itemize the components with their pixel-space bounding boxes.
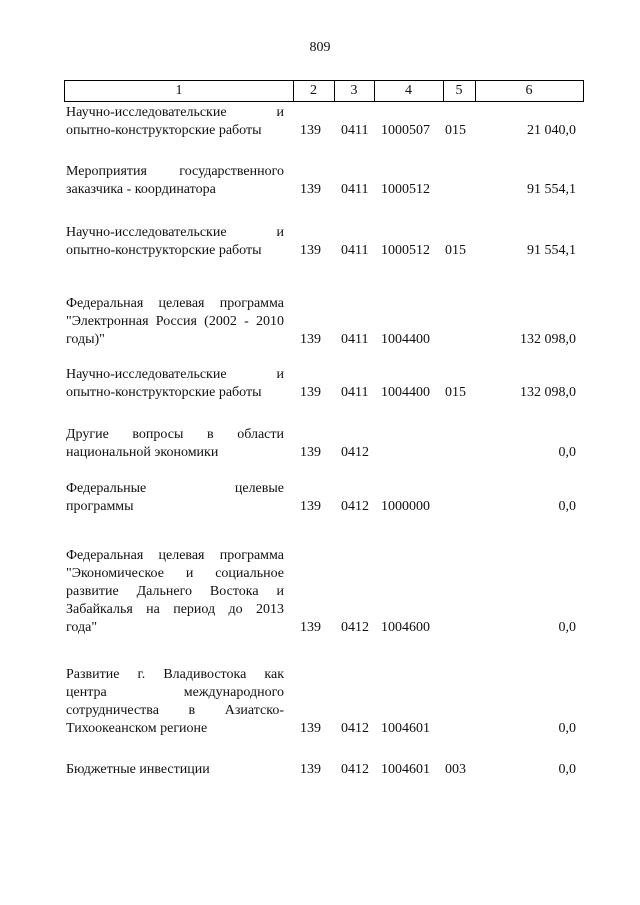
row-description — [66, 295, 284, 349]
description-line: развитие Дальнего Востока и — [66, 584, 284, 599]
row-description — [66, 366, 284, 402]
cell-c4: 1004601 — [381, 762, 430, 777]
description-line: Научно-исследовательские и — [66, 225, 284, 240]
cell-c3: 0411 — [341, 332, 369, 347]
cell-c4: 1000512 — [381, 243, 430, 258]
table-row — [0, 104, 640, 140]
description-line: Другие вопросы в области — [66, 427, 284, 442]
row-description — [66, 224, 284, 260]
header-col-4: 4 — [374, 81, 444, 101]
cell-c3: 0412 — [341, 762, 369, 777]
cell-c4: 1004601 — [381, 721, 430, 736]
cell-c5: 015 — [445, 385, 466, 400]
cell-c3: 0411 — [341, 385, 369, 400]
row-description — [66, 547, 284, 637]
cell-c2: 139 — [300, 620, 321, 635]
description-line: опытно-конструкторские работы — [66, 243, 262, 258]
description-line: национальной экономики — [66, 445, 219, 460]
description-line: Федеральная целевая программа — [66, 296, 284, 311]
cell-c2: 139 — [300, 123, 321, 138]
table-row — [0, 480, 640, 516]
row-description — [66, 666, 284, 738]
cell-c4: 1000000 — [381, 499, 430, 514]
cell-c2: 139 — [300, 445, 321, 460]
cell-c5: 015 — [445, 243, 466, 258]
description-line: Научно-исследовательские и — [66, 367, 284, 382]
cell-c2: 139 — [300, 385, 321, 400]
description-line: опытно-конструкторские работы — [66, 123, 262, 138]
table-row — [0, 366, 640, 402]
description-line: сотрудничества в Азиатско- — [66, 703, 284, 718]
table-header — [64, 80, 584, 102]
cell-c6: 0,0 — [558, 499, 576, 514]
header-col-5: 5 — [443, 81, 476, 101]
description-line: годы)" — [66, 332, 105, 347]
cell-c2: 139 — [300, 332, 321, 347]
cell-c4: 1004600 — [381, 620, 430, 635]
cell-c6: 21 040,0 — [527, 123, 576, 138]
description-line: Федеральная целевая программа — [66, 548, 284, 563]
cell-c6: 0,0 — [558, 620, 576, 635]
cell-c6: 91 554,1 — [527, 182, 576, 197]
table-row — [0, 761, 640, 779]
description-line: "Электронная Россия (2002 - 2010 — [66, 314, 284, 329]
cell-c5: 015 — [445, 123, 466, 138]
row-description — [66, 163, 284, 199]
cell-c2: 139 — [300, 243, 321, 258]
cell-c3: 0412 — [341, 721, 369, 736]
table-row — [0, 224, 640, 260]
cell-c6: 0,0 — [558, 721, 576, 736]
cell-c4: 1004400 — [381, 332, 430, 347]
description-line: Научно-исследовательские и — [66, 105, 284, 120]
cell-c6: 0,0 — [558, 762, 576, 777]
page-number: 809 — [309, 40, 331, 55]
cell-c6: 132 098,0 — [520, 332, 576, 347]
row-description — [66, 761, 284, 779]
description-line: года" — [66, 620, 98, 635]
description-line: "Экономическое и социальное — [66, 566, 284, 581]
table-row — [0, 295, 640, 349]
cell-c4: 1000512 — [381, 182, 430, 197]
row-description — [66, 480, 284, 516]
cell-c3: 0411 — [341, 243, 369, 258]
table-row — [0, 163, 640, 199]
table-row — [0, 547, 640, 637]
description-line: Федеральные целевые — [66, 481, 284, 496]
cell-c5: 003 — [445, 762, 466, 777]
cell-c6: 132 098,0 — [520, 385, 576, 400]
row-description — [66, 104, 284, 140]
description-line: заказчика - координатора — [66, 182, 216, 197]
description-line: Мероприятия государственного — [66, 164, 284, 179]
description-line: опытно-конструкторские работы — [66, 385, 262, 400]
cell-c4: 1004400 — [381, 385, 430, 400]
description-line: программы — [66, 499, 134, 514]
description-line: Развитие г. Владивостока как — [66, 667, 284, 682]
header-col-2: 2 — [293, 81, 335, 101]
cell-c3: 0411 — [341, 123, 369, 138]
cell-c2: 139 — [300, 721, 321, 736]
cell-c3: 0412 — [341, 620, 369, 635]
description-line: Тихоокеанском регионе — [66, 721, 208, 736]
description-line: Бюджетные инвестиции — [66, 762, 210, 777]
cell-c4: 1000507 — [381, 123, 430, 138]
table-row — [0, 426, 640, 462]
cell-c2: 139 — [300, 182, 321, 197]
cell-c3: 0412 — [341, 445, 369, 460]
header-col-1: 1 — [65, 81, 294, 101]
cell-c6: 91 554,1 — [527, 243, 576, 258]
row-description — [66, 426, 284, 462]
cell-c6: 0,0 — [558, 445, 576, 460]
cell-c2: 139 — [300, 499, 321, 514]
header-col-3: 3 — [334, 81, 375, 101]
description-line: Забайкалья на период до 2013 — [66, 602, 284, 617]
cell-c2: 139 — [300, 762, 321, 777]
cell-c3: 0412 — [341, 499, 369, 514]
header-col-6: 6 — [525, 83, 533, 98]
cell-c3: 0411 — [341, 182, 369, 197]
description-line: центра международного — [66, 685, 284, 700]
table-row — [0, 666, 640, 738]
